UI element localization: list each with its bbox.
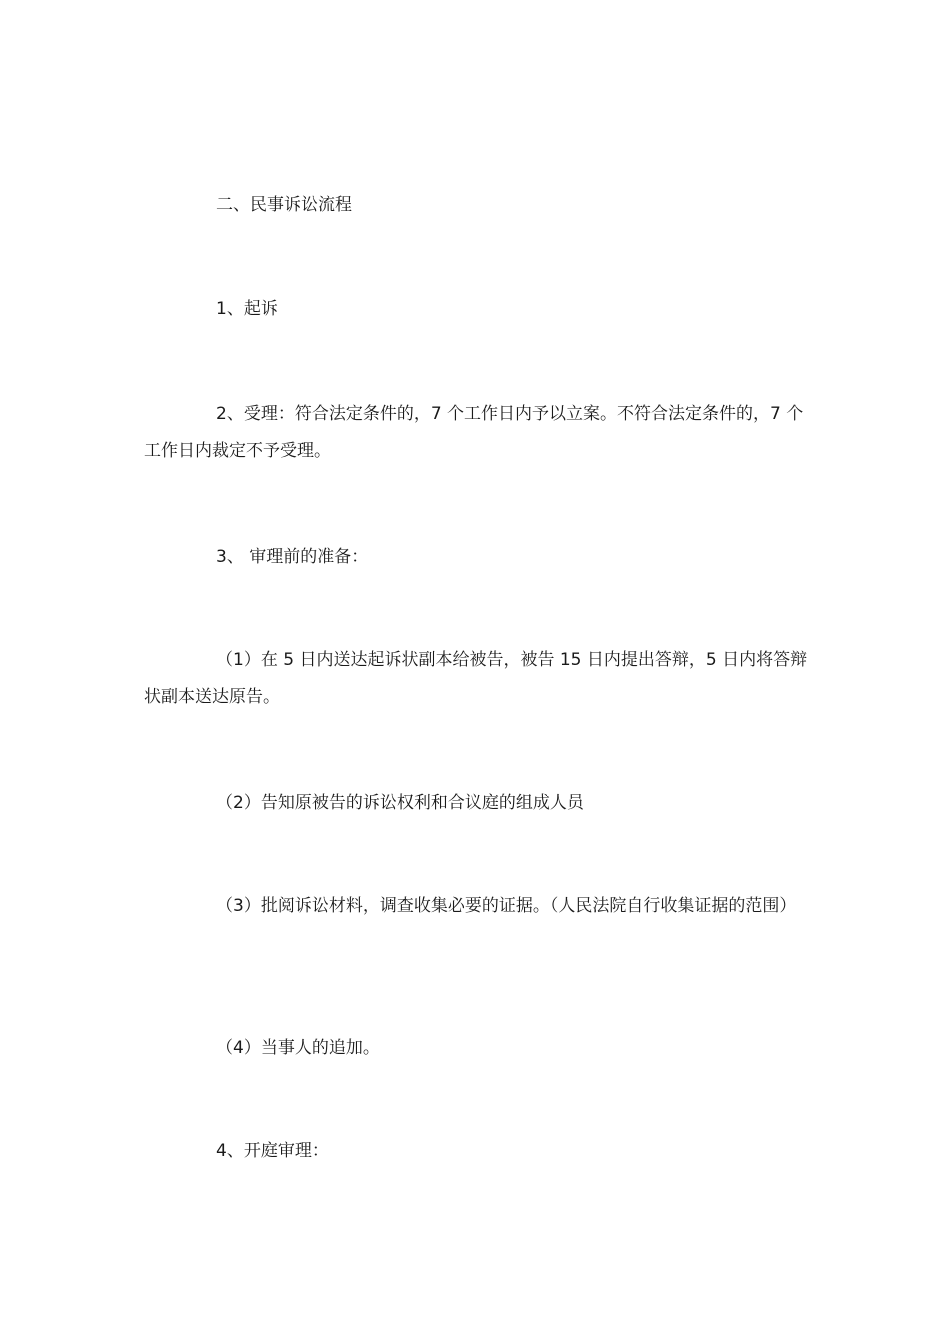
paragraph-item-2: （2）告知原被告的诉讼权利和合议庭的组成人员: [216, 793, 584, 813]
paragraph-trial: 4、开庭审理：: [216, 1141, 329, 1161]
paragraph-item-4: （4）当事人的追加。: [216, 1038, 380, 1058]
paragraph-filing: 1、起诉: [216, 299, 278, 319]
paragraph-acceptance: 2、受理：符合法定条件的，7 个工作日内予以立案。不符合法定条件的，7 个工作日内裁定不予受理。: [144, 404, 804, 461]
section-heading: 二、民事诉讼流程: [216, 195, 352, 215]
paragraph-item-3: （3）批阅诉讼材料，调查收集必要的证据。（人民法院自行收集证据的范围）: [216, 896, 797, 916]
paragraph-item-1: （1）在 5 日内送达起诉状副本给被告，被告 15 日内提出答辩，5 日内将答辩状副本送达原告。: [144, 650, 808, 707]
paragraph-pretrial-preparation: 3、 审理前的准备：: [216, 547, 369, 567]
